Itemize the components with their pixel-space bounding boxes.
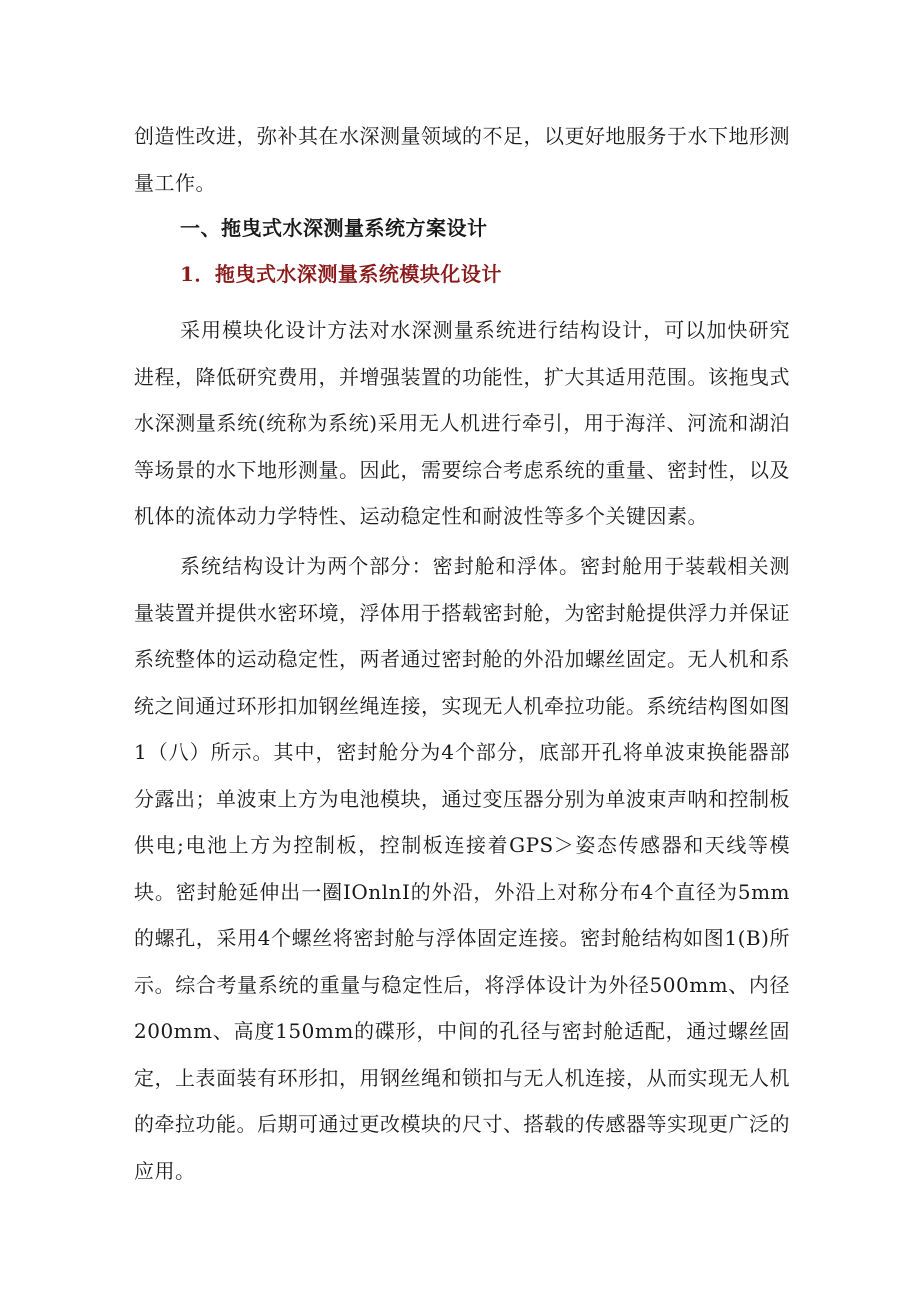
body-paragraph-modular-design: 采用模块化设计方法对水深测量系统进行结构设计，可以加快研究进程，降低研究费用，并增强装置的功能性，扩大其适用范围。该拖曳式水深测量系统(统称为系统)采用无人机进行牵引，用于海洋、河流和湖泊等场景的水下地形测量。因此，需要综合考虑系统的重量、密封性，以及机体的流体动力学特性、运动稳定性和耐波性等多个关键因素。 <box>134 318 790 528</box>
continuation-paragraph: 创造性改进，弥补其在水深测量领域的不足，以更好地服务于水下地形测量工作。 <box>134 124 790 195</box>
subsection-heading: 1．拖曳式水深测量系统模块化设计 <box>180 262 502 286</box>
section-heading: 一、拖曳式水深测量系统方案设计 <box>180 216 488 240</box>
body-paragraph-structure-design: 系统结构设计为两个部分：密封舱和浮体。密封舱用于装载相关测量装置并提供水密环境，浮体用于搭载密封舱，为密封舱提供浮力并保证系统整体的运动稳定性，两者通过密封舱的外沿加螺丝固定。无人机和系统之间通过环形扣加钢丝绳连接，实现无人机牵拉功能。系统结构图如图1（八）所示。其中，密封舱分为4个部分，底部开孔将单波束换能器部分露出；单波束上方为电池模块，通过变压器分别为单波束声呐和控制板供电;电池上方为控制板，控制板连接着GPS＞姿态传感器和天线等模块。密封舱延伸出一圈IOnlnI的外沿，外沿上对称分布4个直径为5mm的螺孔，采用4个螺丝将密封舱与浮体固定连接。密封舱结构如图1(B)所示。综合考量系统的重量与稳定性后，将浮体设计为外径500mm、内径200mm、高度150mm的碟形，中间的孔径与密封舱适配，通过螺丝固定，上表面装有环形扣，用钢丝绳和锁扣与无人机连接，从而实现无人机的牵拉功能。后期可通过更改模块的尺寸、搭载的传感器等实现更广泛的应用。 <box>134 554 790 1183</box>
